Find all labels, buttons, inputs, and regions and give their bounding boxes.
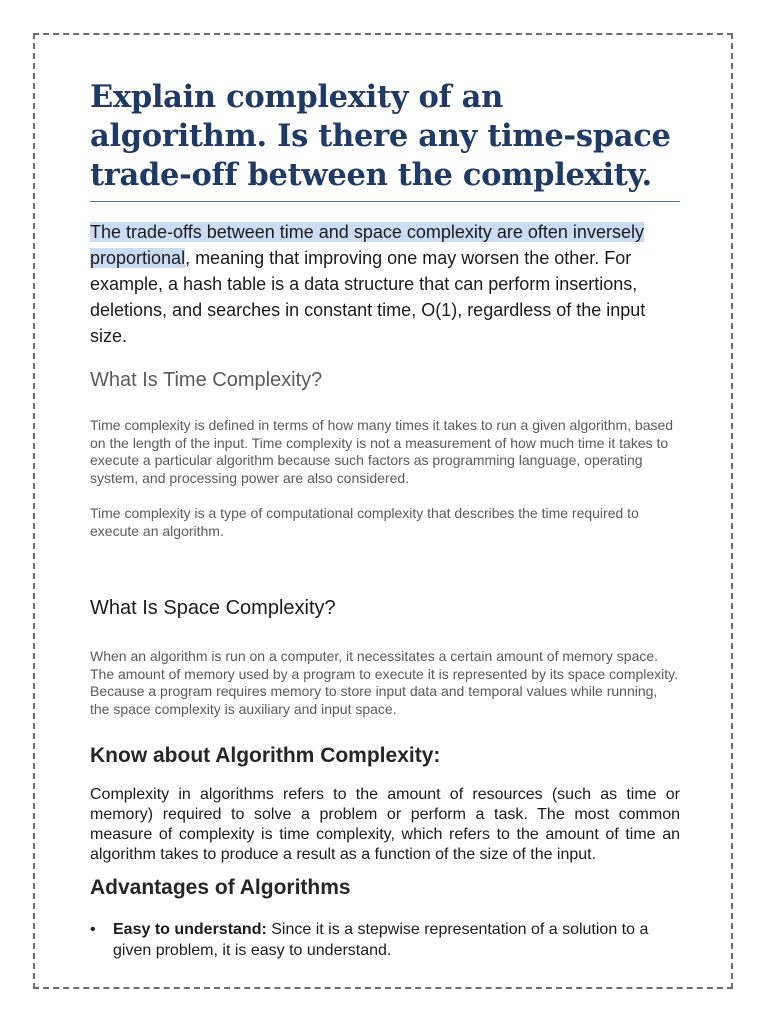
advantage-text: Since it is a stepwise representation of a solution to a given problem, it is easy to understand. (113, 920, 649, 959)
space-complexity-heading: What Is Space Complexity? (90, 597, 336, 619)
know-complexity-heading: Know about Algorithm Complexity: (90, 744, 441, 767)
document-title: Explain complexity of an algorithm. Is there any time-space trade-off between the complexity. (90, 78, 680, 202)
time-complexity-paragraph-2: Time complexity is a type of computational complexity that describes the time required to execute an algorithm. (90, 505, 639, 539)
intro-paragraph (90, 219, 680, 349)
advantages-heading: Advantages of Algorithms (90, 876, 351, 900)
time-complexity-paragraph-1: Time complexity is defined in terms of how many times it takes to run a given algorithm, based on the length of the input. Time complexity is not a measurement of how much time it takes to execute a particular algorithm because such factors as programming language, operating system, and processing power are also considered. (90, 417, 674, 486)
intro-text: , meaning that improving one may worsen the other. For example, a hash table is a data structure that can perform insertions, deletions, and searches in constant time, O(1), regardless of the input size. (90, 248, 646, 346)
time-complexity-heading: What Is Time Complexity? (90, 369, 323, 391)
highlighted-text[interactable]: The trade-offs between time and space complexity are often inversely proportional (90, 222, 644, 268)
advantage-term: Easy to understand: (113, 920, 267, 938)
list-item (90, 919, 680, 961)
document-content (90, 78, 680, 961)
space-complexity-paragraph: When an algorithm is run on a computer, it necessitates a certain amount of memory space. The amount of memory used by a program to execute it is represented by its space complexity. Because a program requires memory to store input data and temporal values while running, the space complexity is auxiliary and input space. (90, 648, 679, 717)
know-complexity-paragraph: Complexity in algorithms refers to the amount of resources (such as time or memory) required to solve a problem or perform a task. The most common measure of complexity is time complexity, which refers to the amount of time an algorithm takes to produce a result as a function of the size of the input. (90, 786, 680, 864)
bullet-icon: • (90, 920, 96, 938)
advantages-list (90, 919, 680, 961)
